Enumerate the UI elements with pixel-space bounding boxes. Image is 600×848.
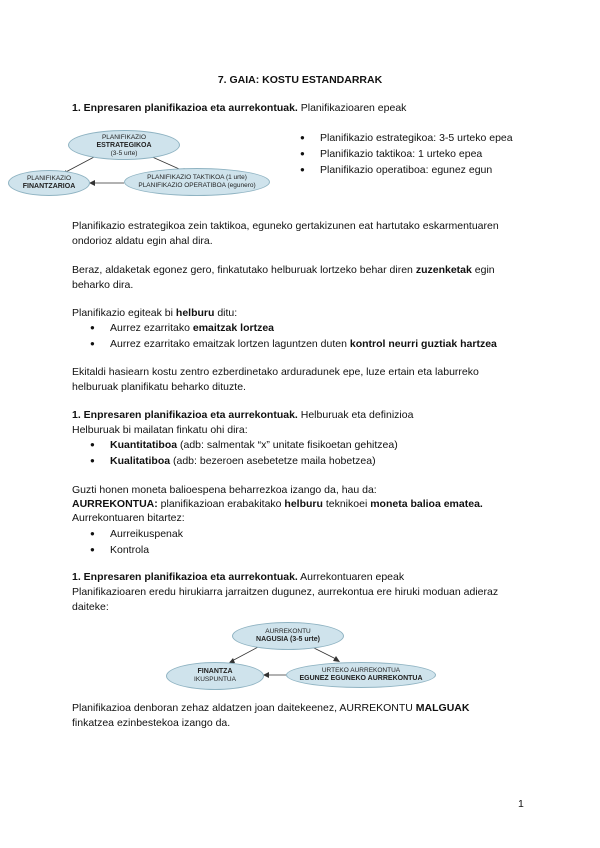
list-item-bold: kontrol neurri guztiak hartzea bbox=[349, 338, 497, 350]
list-item: ● Kontrola bbox=[90, 542, 183, 558]
ellipse-taktikoa bbox=[124, 168, 270, 196]
section-heading-helburuak bbox=[72, 409, 413, 422]
para1-line2: ondorioz aldatu egin ahal dira. bbox=[72, 235, 213, 247]
para2-line2: beharko dira. bbox=[72, 279, 134, 291]
list-item-text: (adb: salmentak “x” unitate fisikoetan gehitzea) bbox=[177, 439, 398, 451]
para3-tail: ditu: bbox=[214, 307, 238, 319]
section3-line2: daiteke: bbox=[72, 601, 109, 613]
ellipse-finantza-line2: IKUSPUNTUA bbox=[194, 676, 236, 683]
para3-line bbox=[72, 307, 237, 320]
ellipse-fin-line1: PLANIFIKAZIO bbox=[26, 175, 72, 182]
para6-line2: finkatzea ezinbestekoa izango da. bbox=[72, 717, 231, 729]
para5-text: teknikoei bbox=[322, 498, 371, 510]
ellipse-estr-line2: ESTRATEGIKOA bbox=[96, 142, 152, 149]
mailak-list bbox=[90, 437, 398, 469]
aurrekontua-term: AURREKONTUA: bbox=[72, 498, 158, 510]
ellipse-nag-line2: NAGUSIA (3-5 urte) bbox=[256, 636, 320, 643]
list-item: ● Planifikazio operatiboa: egunez egun bbox=[300, 162, 513, 178]
list-item-bold: Kualitatiboa bbox=[110, 455, 171, 467]
para5-line1: Guzti honen moneta balioespena beharrezkoa izango da, hau da: bbox=[72, 484, 377, 496]
list-item bbox=[90, 453, 398, 469]
ellipse-finantza bbox=[166, 662, 264, 690]
para6-bold: MALGUAK bbox=[415, 702, 470, 714]
ellipse-takt-line2: PLANIFIKAZIO OPERATIBOA (egunero) bbox=[138, 182, 256, 189]
ellipse-finantzarioa bbox=[8, 170, 90, 196]
para4-line2: helburuak planifikatu beharko dituzte. bbox=[72, 381, 246, 393]
para5-text: planifikazioan erabakitako bbox=[157, 498, 285, 510]
ellipse-urteko bbox=[286, 662, 436, 688]
list-item: ● Aurreikuspenak bbox=[90, 526, 183, 542]
ellipse-urteko-line1: URTEKO AURREKONTUA bbox=[321, 667, 401, 674]
section-heading-bold: 1. Enpresaren planifikazioa eta aurrekontuak. bbox=[72, 571, 298, 583]
section-subheading: Planifikazioaren epeak bbox=[297, 102, 407, 114]
para3-bold: helburu bbox=[175, 307, 215, 319]
bitartez-list bbox=[90, 526, 183, 558]
list-item bbox=[90, 336, 497, 352]
para5-bold: helburu bbox=[284, 498, 323, 510]
section-heading-bold: 1. Enpresaren planifikazioa eta aurrekontuak. bbox=[72, 409, 298, 421]
ellipse-estr-line3: (3-5 urte) bbox=[110, 150, 138, 157]
para4-line1: Ekitaldi hasiearn kostu zentro ezberdinetako arduradunek epe, luze ertain eta laburreko bbox=[72, 366, 479, 378]
para6-line1 bbox=[72, 702, 469, 715]
section-heading-aurrekontu-epeak bbox=[72, 571, 404, 584]
ellipse-nagusia bbox=[232, 622, 344, 650]
para2-line1 bbox=[72, 264, 495, 277]
list-item-bold: emaitzak lortzea bbox=[192, 322, 274, 334]
ellipse-finantza-line1: FINANTZA bbox=[197, 668, 233, 675]
arrow-nag-fin bbox=[230, 646, 260, 662]
section2-intro: Helburuak bi mailatan finkatu ohi dira: bbox=[72, 424, 248, 436]
ellipse-urteko-line2: EGUNEZ EGUNEKO AURREKONTUA bbox=[299, 675, 423, 682]
section-heading-bold: 1. Enpresaren planifikazioa eta aurrekontuak. bbox=[72, 102, 298, 114]
para5-bold: moneta balioa ematea. bbox=[370, 498, 483, 510]
list-item bbox=[90, 437, 398, 453]
para2-text: Beraz, aldaketak egonez gero, finkatutako helburuak lortzeko behar diren bbox=[72, 264, 416, 276]
section-subheading: Helburuak eta definizioa bbox=[297, 409, 414, 421]
list-item: ● Planifikazio estrategikoa: 3-5 urteko epea bbox=[300, 130, 513, 146]
ellipse-takt-line1: PLANIFIKAZIO TAKTIKOA (1 urte) bbox=[147, 174, 247, 181]
para3-text: Planifikazio egiteak bi bbox=[72, 307, 176, 319]
list-item: ● Planifikazio taktikoa: 1 urteko epea bbox=[300, 146, 513, 162]
list-item-bold: Kuantitatiboa bbox=[110, 439, 178, 451]
ellipse-estrategikoa bbox=[68, 130, 180, 160]
helburu-list bbox=[90, 320, 497, 352]
para1-line1: Planifikazio estrategikoa zein taktikoa, eguneko gertakizunen eat hartutako eskarmentuaren bbox=[72, 220, 499, 232]
ellipse-nag-line1: AURREKONTU bbox=[265, 628, 311, 635]
section3-line1: Planifikazioaren eredu hirukiarra jarraitzen dugunez, aurrekontua ere hiruki moduan adieraz bbox=[72, 586, 499, 598]
page-number: 1 bbox=[518, 798, 524, 810]
epeak-list bbox=[300, 130, 513, 178]
para2-bold: zuzenketak bbox=[415, 264, 472, 276]
para2-tail: egin bbox=[471, 264, 495, 276]
section-subheading: Aurrekontuaren epeak bbox=[297, 571, 405, 583]
list-item bbox=[90, 320, 497, 336]
arrowhead-5 bbox=[333, 656, 340, 662]
list-item-text: (adb: bezeroen asebetetze maila hobetzea) bbox=[170, 455, 376, 467]
para6-text: Planifikazioa denboran zehaz aldatzen joan daitekeenez, AURREKONTU bbox=[72, 702, 416, 714]
para5-line2 bbox=[72, 498, 483, 511]
ellipse-estr-line1: PLANIFIKAZIO bbox=[101, 134, 147, 141]
list-item-text: Aurrez ezarritako bbox=[110, 322, 193, 334]
list-item-text: Aurrez ezarritako emaitzak lortzen laguntzen duten bbox=[110, 338, 350, 350]
ellipse-fin-line2: FINANTZARIOA bbox=[22, 183, 76, 190]
para5-line3: Aurrekontuaren bitartez: bbox=[72, 512, 185, 524]
page-title: 7. GAIA: KOSTU ESTANDARRAK bbox=[217, 74, 383, 86]
